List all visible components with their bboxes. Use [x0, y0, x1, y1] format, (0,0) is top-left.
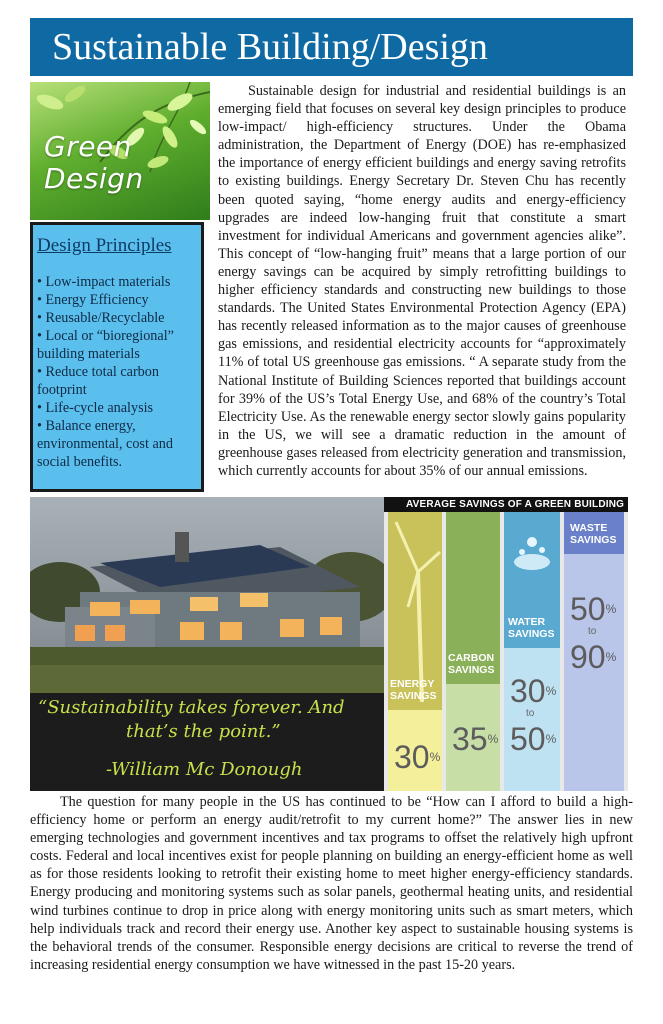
list-item: • Local or “bioregional” building materials [37, 327, 197, 363]
list-item: • Life-cycle analysis [37, 399, 197, 417]
energy-savings-value: 30% [394, 739, 441, 775]
waste-savings-label: WASTE SAVINGS [570, 522, 617, 546]
energy-savings-column [388, 512, 442, 791]
savings-header: AVERAGE SAVINGS OF A GREEN BUILDING [384, 497, 628, 512]
quote-line-1: “Sustainability takes forever. And [38, 697, 345, 718]
carbon-savings-label: CARBON SAVINGS [448, 652, 495, 676]
list-item: • Balance energy, environmental, cost and social benefits. [37, 417, 197, 471]
title-bar [30, 18, 633, 76]
intro-text: Sustainable design for industrial and residential buildings is an emerging field that focuses on several key design principles to produce low-impact/ high-efficiency structures. Under the Obama administration, the Department of Energy (DOE) has re-emphasized the importance of energy efficient buildings and energy saving retrofits to existing buildings. Energy Secretary Dr. Steven Chu has recently been quoted saying, “home energy audits and energy-efficiency upgrades are indeed low-hanging fruit that constitute a smart investment for individual Americans and government agencies alike”. This concept of “low-hanging fruit” means that a large portion of our energy savings can be acquired by simply retrofitting buildings to higher efficiency standards and constructing new buildings to those standards. The United States Environmental Protection Agency (EPA) has recently released information as to the major causes of greenhouse gas emissions, and residential electricity accounts for “approximately 11% of total US greenhouse gas emissions. “ A separate study from the National Institute of Building Sciences reported that buildings account for 39% of the US’s Total Energy Use, and 68% of the country’s Total Electricity Use. As the renewable energy sector slowly gains popularity in the US, we will see a dramatic reduction in the amount of greenhouse gases released from electricity generation and transmission, which currently accounts for about 35% of our annual emissions. [218, 83, 626, 479]
water-savings-low: 30% [510, 673, 557, 709]
waste-savings-to: to [588, 626, 597, 637]
water-savings-column [504, 512, 560, 791]
green-word: Green [44, 130, 132, 163]
quote-line-2: that’s the point.” [126, 721, 281, 742]
green-design-image [30, 82, 210, 220]
waste-savings-column [564, 512, 624, 791]
water-splash-icon [504, 512, 560, 592]
list-item: • Energy Efficiency [37, 291, 197, 309]
carbon-savings-value: 35% [452, 721, 499, 757]
wind-turbine-icon [388, 512, 442, 702]
water-savings-label: WATER SAVINGS [508, 616, 555, 640]
principles-list [37, 273, 197, 471]
quote-box [30, 693, 384, 791]
list-item: • Reduce total carbon footprint [37, 363, 197, 399]
intro-paragraph [218, 82, 626, 480]
savings-infographic [384, 497, 628, 791]
body-paragraph [30, 793, 633, 974]
water-savings-high: 50% [510, 721, 557, 757]
list-item: • Low-impact materials [37, 273, 197, 291]
list-item: • Reusable/Recyclable [37, 309, 197, 327]
design-word: Design [44, 162, 144, 195]
waste-savings-high: 90% [570, 639, 617, 675]
body-text: The question for many people in the US has continued to be “How can I afford to build a high-efficiency home or perform an energy audit/retrofit to my current home?” The answer lies in new emerging technologies and government incentives and tax programs to offset the relatively high upfront costs. Federal and local incentives exist for people planning on building an energy-efficient home as well as for those residents looking to retrofit their existing home to meet higher energy-efficiency standards. Energy producing and monitoring systems such as solar panels, geothermal heating units, and residential wind turbines continue to drop in price along with energy monitoring units such as smart meters, which help individuals track and record their energy use. Another key aspect to sustainable housing systems is the behavioral trends of the consumer. Responsible energy decisions are critical to reverse the trend of increasing residential energy consumption we have witnessed in the past 15-20 years. [30, 794, 633, 973]
design-principles-box [30, 222, 204, 492]
energy-savings-label: ENERGY SAVINGS [390, 678, 437, 702]
carbon-savings-column [446, 512, 500, 791]
quote-author: -William Mc Donough [106, 759, 303, 780]
water-savings-arrow [504, 648, 560, 791]
principles-title: Design Principles [37, 235, 172, 256]
house-photo [30, 497, 384, 693]
waste-savings-low: 50% [570, 591, 617, 627]
water-savings-to: to [526, 708, 535, 719]
page-title: Sustainable Building/Design [52, 26, 488, 68]
